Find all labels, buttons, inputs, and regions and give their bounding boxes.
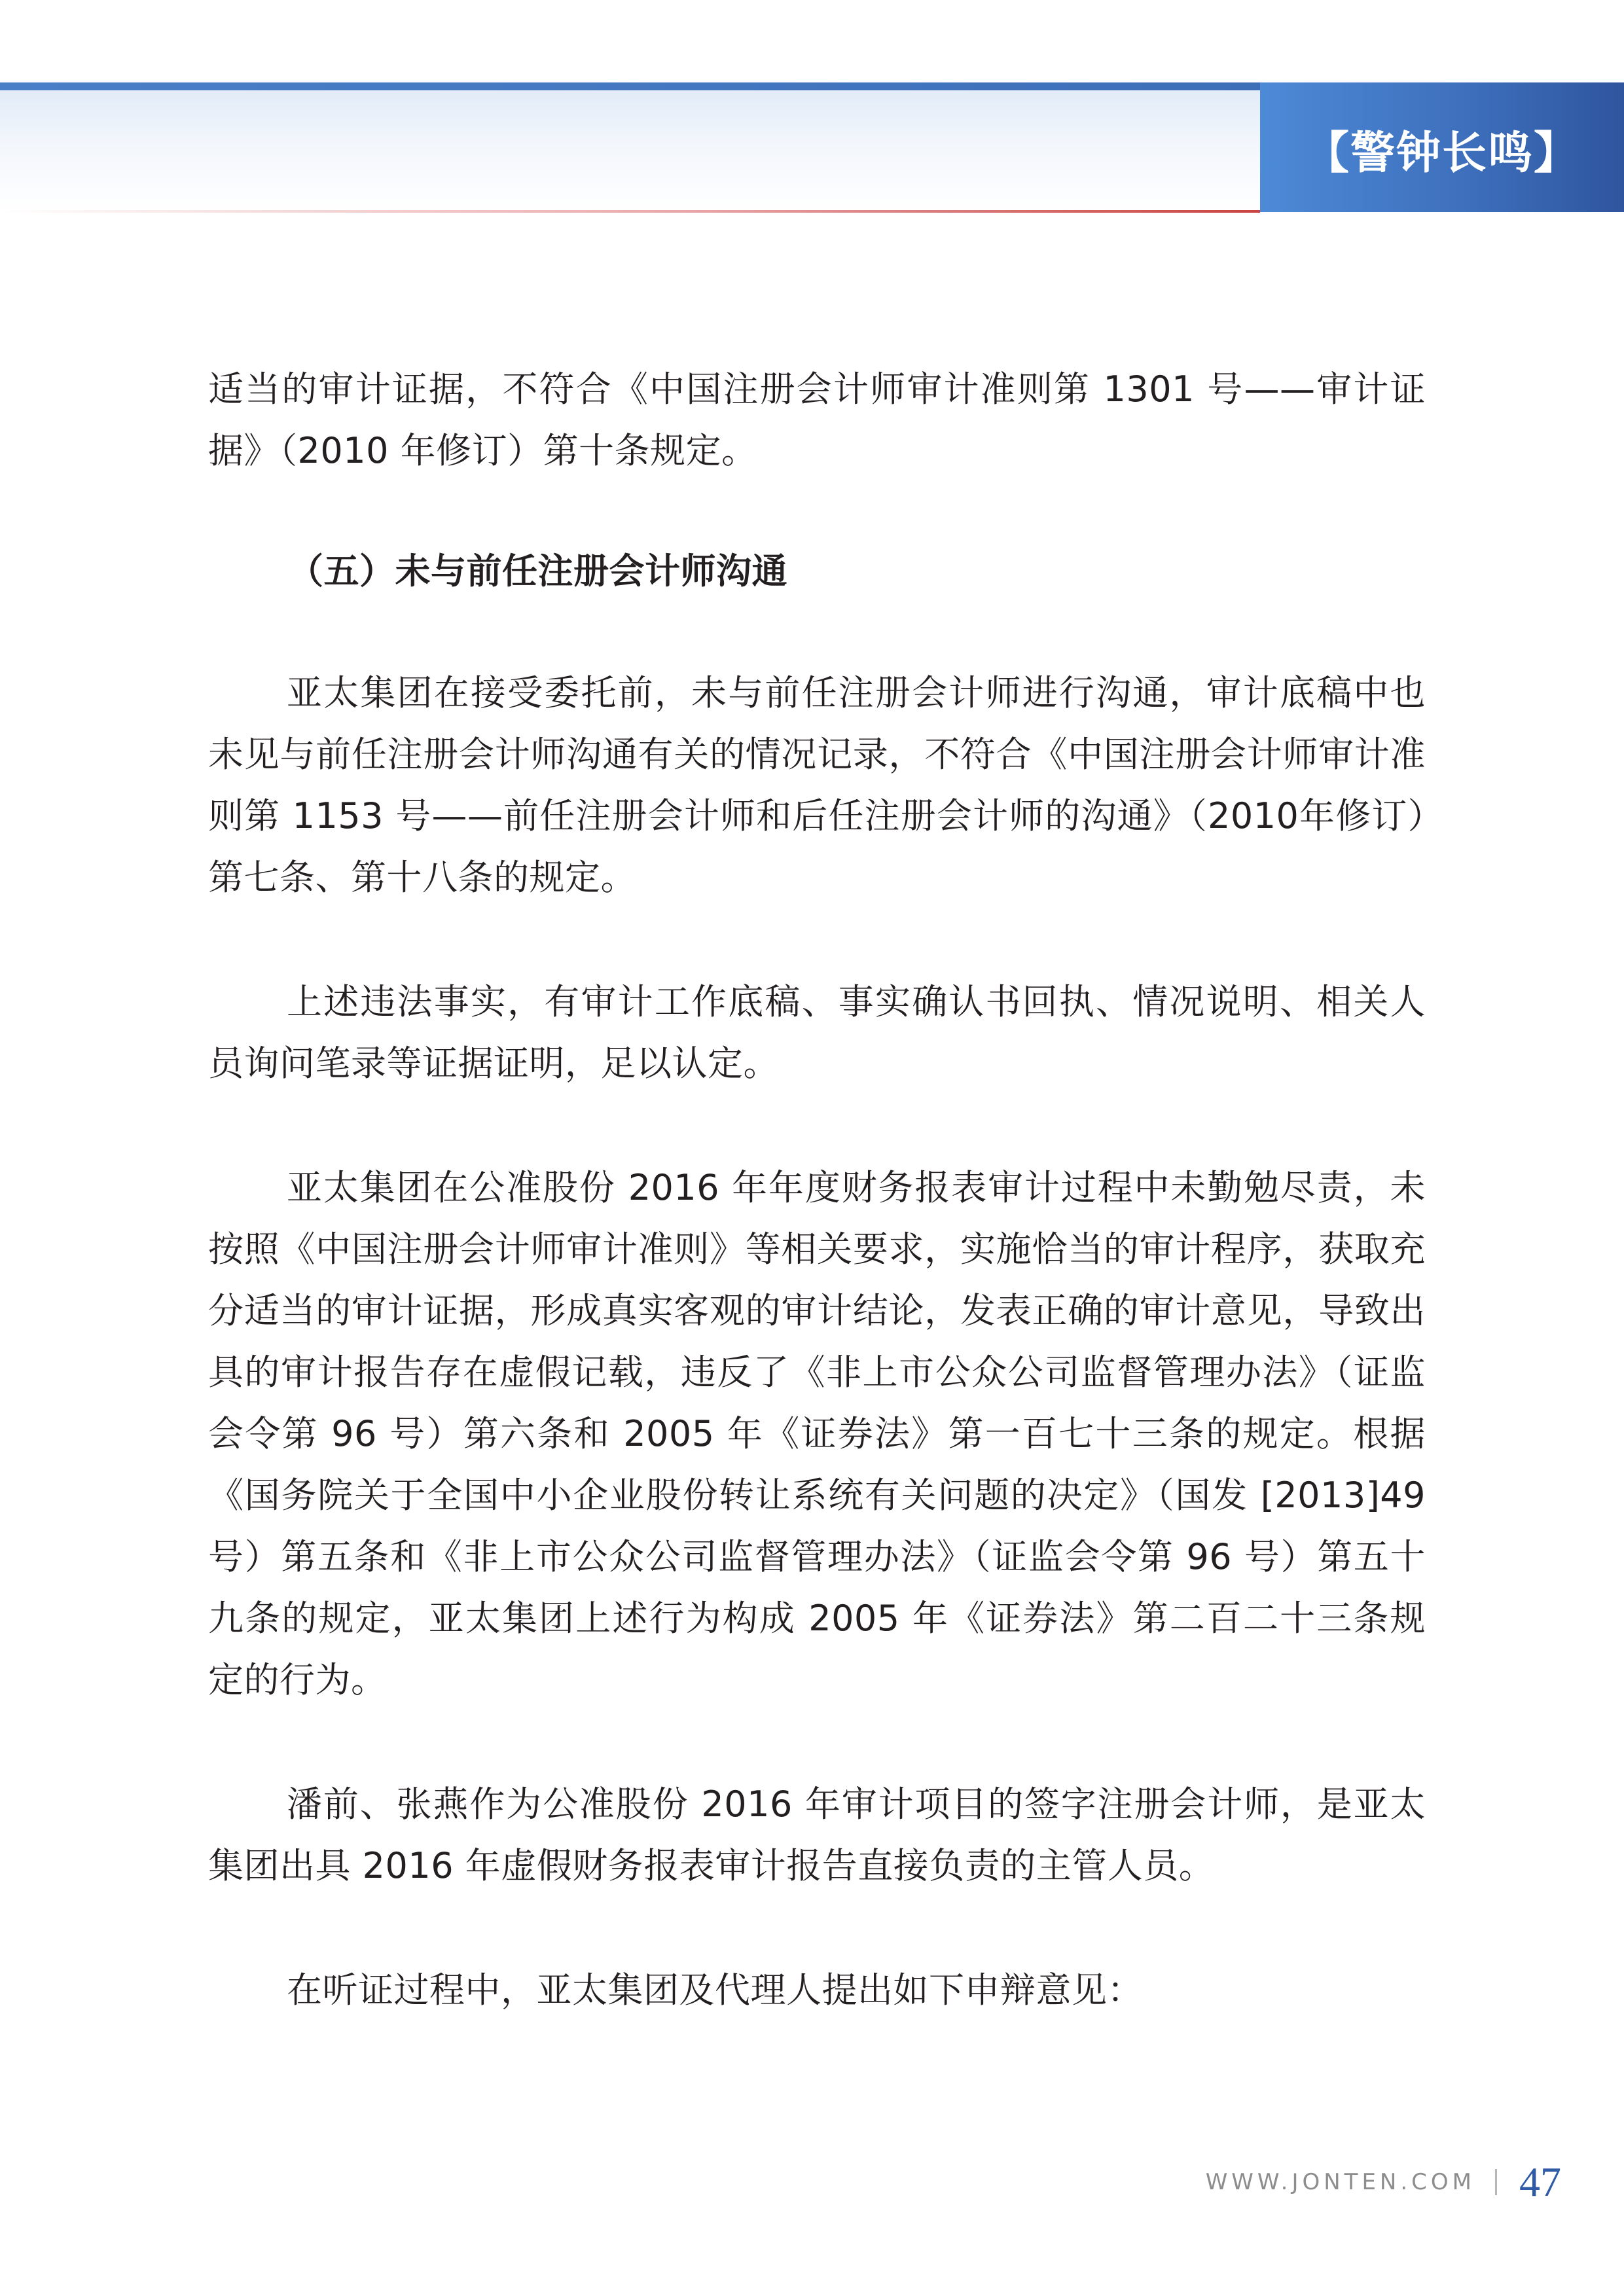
section-subheading: （五）未与前任注册会计师沟通 <box>288 550 787 592</box>
paragraph-continued: 适当的审计证据，不符合《中国注册会计师审计准则第 1301 号——审计证据》（2010 年修订）第十条规定。 <box>208 368 1426 471</box>
header-bottom-rule <box>0 210 1260 213</box>
page-footer <box>1206 2156 1561 2208</box>
paragraph: 在听证过程中，亚太集团及代理人提出如下申辩意见： <box>287 1969 1143 2011</box>
paragraph: 上述违法事实，有审计工作底稿、事实确认书回执、情况说明、相关人员询问笔录等证据证明，足以认定。 <box>208 981 1426 1084</box>
header-top-rule <box>0 82 1260 90</box>
footer-divider <box>1495 2169 1497 2195</box>
section-tab <box>1260 82 1624 212</box>
page-body <box>208 359 1426 2084</box>
paragraph: 潘前、张燕作为公准股份 2016 年审计项目的签字注册会计师，是亚太集团出具 2016 年虚假财务报表审计报告直接负责的主管人员。 <box>208 1784 1426 1886</box>
page-number: 47 <box>1519 2159 1561 2205</box>
paragraph: 亚太集团在公准股份 2016 年年度财务报表审计过程中未勤勉尽责，未按照《中国注册会计师审计准则》等相关要求，实施恰当的审计程序，获取充分适当的审计证据，形成真实客观的审计结论，发表正确的审计意见，导致出具的审计报告存在虚假记载，违反了《非上市公众公司监督管理办法》（证监会令第 96 号）第六条和 2005 年《证券法》第一百七十三条的规定。根据《国务院关于全国中小企业股份转让系统有关问题的决定》（国发 [2013]49 号）第五条和《非上市公众公司监督管理办法》（证监会令第 96 号）第五十九条的规定，亚太集团上述行为构成 2005 年《证券法》第二百二十三条规定的行为。 <box>208 1167 1426 1700</box>
paragraph: 亚太集团在接受委托前，未与前任注册会计师进行沟通，审计底稿中也未见与前任注册会计师沟通有关的情况记录，不符合《中国注册会计师审计准则第 1153 号——前任注册会计师和后任注册会计师的沟通》（2010年修订）第七条、第十八条的规定。 <box>208 672 1426 898</box>
footer-website-url: WWW.JONTEN.COM <box>1205 2169 1475 2195</box>
section-label: 【警钟长鸣】 <box>1304 126 1579 179</box>
header-band <box>0 82 1260 212</box>
